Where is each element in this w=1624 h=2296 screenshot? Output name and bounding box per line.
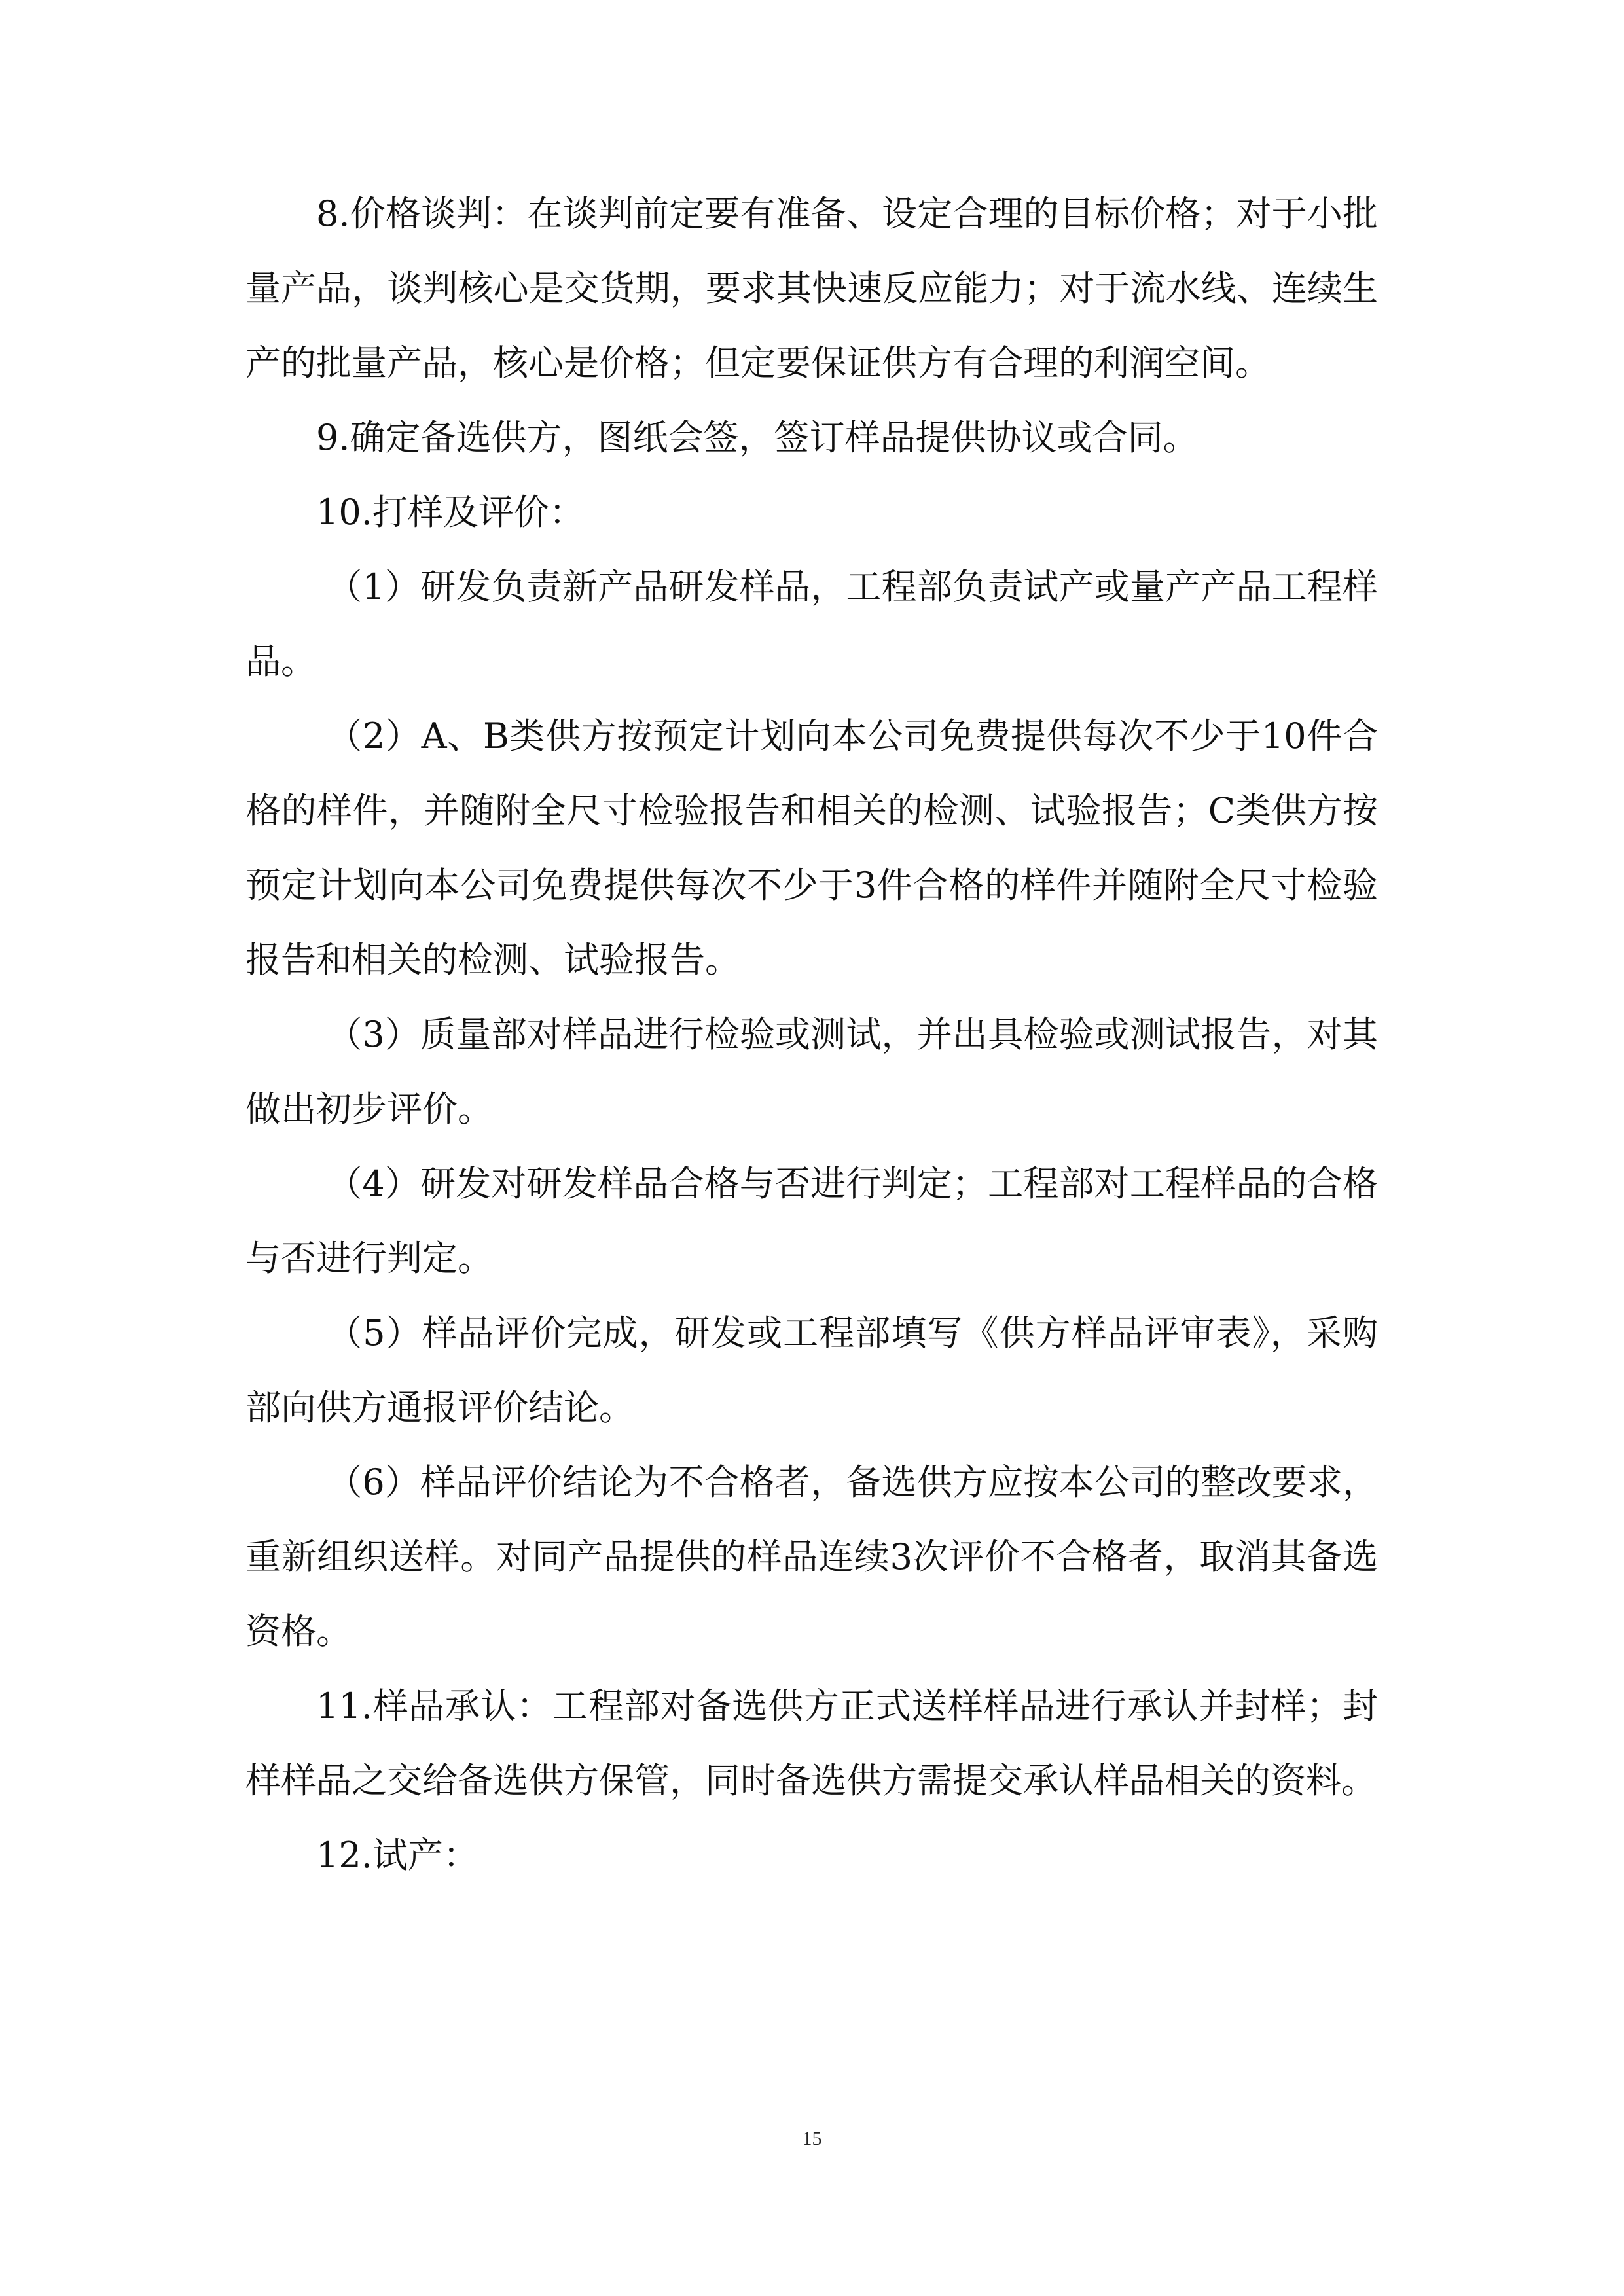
- paragraph-trial-production: 12.试产：: [316, 1835, 478, 1876]
- paragraph-sample-approval: 11.样品承认：工程部对备选供方正式送样样品进行承认并封样；封样样品之交给备选供方保管，同时备选供方需提交承认样品相关的资料。: [245, 1685, 1378, 1801]
- paragraph-sampling-item-1: （1）研发负责新产品研发样品，工程部负责试产或量产产品工程样品。: [245, 566, 1378, 682]
- paragraph-sampling-item-4: （4）研发对研发样品合格与否进行判定；工程部对工程样品的合格与否进行判定。: [245, 1163, 1378, 1279]
- page-number: 15: [802, 2128, 822, 2149]
- paragraph-select-supplier: 9.确定备选供方，图纸会签，签订样品提供协议或合同。: [316, 417, 1199, 458]
- page-body: [245, 177, 1378, 1893]
- paragraph-sampling-item-5: （5）样品评价完成，研发或工程部填写《供方样品评审表》，采购部向供方通报评价结论。: [245, 1312, 1378, 1428]
- paragraph-sampling-heading: 10.打样及评价：: [316, 492, 585, 533]
- paragraph-sampling-item-2: （2）A、B类供方按预定计划向本公司免费提供每次不少于10件合格的样件，并随附全尺寸检验报告和相关的检测、试验报告；C类供方按预定计划向本公司免费提供每次不少于3件合格的样件并随附全尺寸检验报告和相关的检测、试验报告。: [245, 715, 1378, 980]
- paragraph-sampling-item-3: （3）质量部对样品进行检验或测试，并出具检验或测试报告，对其做出初步评价。: [245, 1014, 1378, 1130]
- paragraph-price-negotiation: 8.价格谈判：在谈判前定要有准备、设定合理的目标价格；对于小批量产品，谈判核心是交货期，要求其快速反应能力；对于流水线、连续生产的批量产品，核心是价格；但定要保证供方有合理的利润空间。: [245, 193, 1378, 384]
- paragraph-sampling-item-6: （6）样品评价结论为不合格者，备选供方应按本公司的整改要求，重新组织送样。对同产品提供的样品连续3次评价不合格者，取消其备选资格。: [245, 1462, 1378, 1652]
